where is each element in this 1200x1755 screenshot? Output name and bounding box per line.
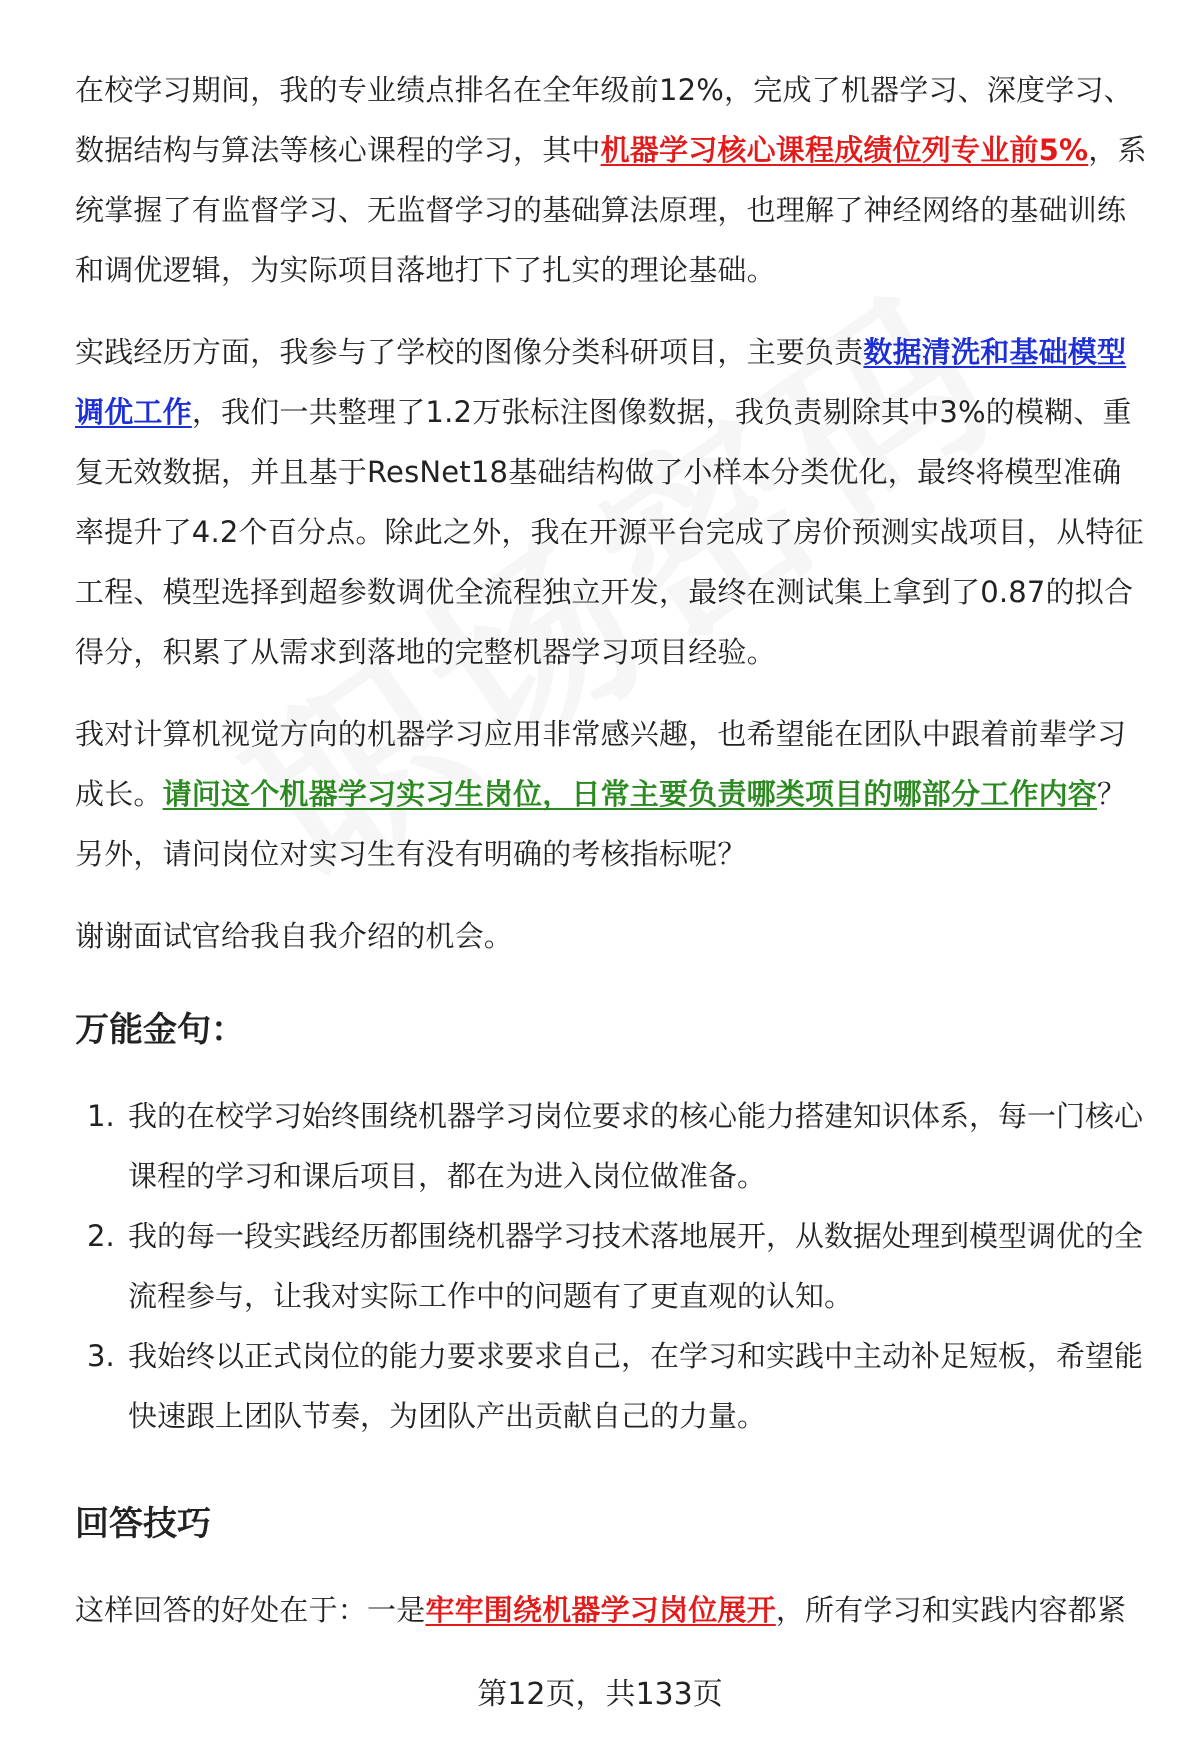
section-title-answer-tips: 回答技巧 <box>75 1504 211 1544</box>
section-title-golden-sentences: 万能金句： <box>75 1010 245 1050</box>
golden-sentence-list <box>75 1086 1150 1446</box>
paragraph-education <box>75 60 1150 300</box>
document-body <box>75 60 1150 1662</box>
list-number: 1. <box>87 1099 115 1133</box>
list-item <box>75 1206 1150 1326</box>
list-item <box>75 1326 1150 1446</box>
text: ，所有学习和实践内容都紧 <box>775 1593 1127 1627</box>
paragraph-tips <box>75 1580 1150 1640</box>
paragraph-experience <box>75 322 1150 682</box>
paragraph-question <box>75 704 1150 884</box>
list-number: 3. <box>87 1339 115 1373</box>
text: 在校学习期间，我的专业绩点排名在全年级前12%，完成了机器学习、深度学习、数据结构与算法等核心课程的学习，其中 <box>75 73 1133 167</box>
text: ，我们一共整理了1.2万张标注图像数据，我负责剔除其中3%的模糊、重复无效数据，并且基于ResNet18基础结构做了小样本分类优化，最终将模型准确率提升了4.2个百分点。除此之外，我在开源平台完成了房价预测实战项目，从特征工程、模型选择到超参数调优全流程独立开发，最终在测试集上拿到了0.87的拟合得分，积累了从需求到落地的完整机器学习项目经验。 <box>75 395 1144 669</box>
highlight-red: 牢牢围绕机器学习岗位展开 <box>425 1593 776 1627</box>
highlight-blue: 数据清洗和基础模型调优工作 <box>75 335 1127 429</box>
text: 这样回答的好处在于：一是 <box>75 1593 426 1627</box>
text: ，系统掌握了有监督学习、无监督学习的基础算法原理，也理解了神经网络的基础训练和调优逻辑，为实际项目落地打下了扎实的理论基础。 <box>75 133 1147 287</box>
paragraph-thanks <box>75 906 1150 966</box>
list-text: 我的每一段实践经历都围绕机器学习技术落地展开，从数据处理到模型调优的全流程参与，让我对实际工作中的问题有了更直观的认知。 <box>128 1219 1144 1313</box>
highlight-green: 请问这个机器学习实习生岗位，日常主要负责哪类项目的哪部分工作内容 <box>162 777 1098 811</box>
list-item <box>75 1086 1150 1206</box>
highlight-red: 机器学习核心课程成绩位列专业前5% <box>600 133 1089 167</box>
list-text: 我始终以正式岗位的能力要求要求自己，在学习和实践中主动补足短板，希望能快速跟上团队节奏，为团队产出贡献自己的力量。 <box>128 1339 1144 1433</box>
list-text: 我的在校学习始终围绕机器学习岗位要求的核心能力搭建知识体系，每一门核心课程的学习和课后项目，都在为进入岗位做准备。 <box>128 1099 1144 1193</box>
page-footer: 第12页，共133页 <box>477 1677 723 1712</box>
text: 实践经历方面，我参与了学校的图像分类科研项目，主要负责 <box>75 335 864 369</box>
text: 我对计算机视觉方向的机器学习应用非常感兴趣，也希望能在团队中跟着前辈学习成长。 <box>75 717 1127 811</box>
text: ？另外，请问岗位对实习生有没有明确的考核指标呢？ <box>75 777 1127 871</box>
list-number: 2. <box>87 1219 115 1253</box>
text: 谢谢面试官给我自我介绍的机会。 <box>75 919 514 953</box>
